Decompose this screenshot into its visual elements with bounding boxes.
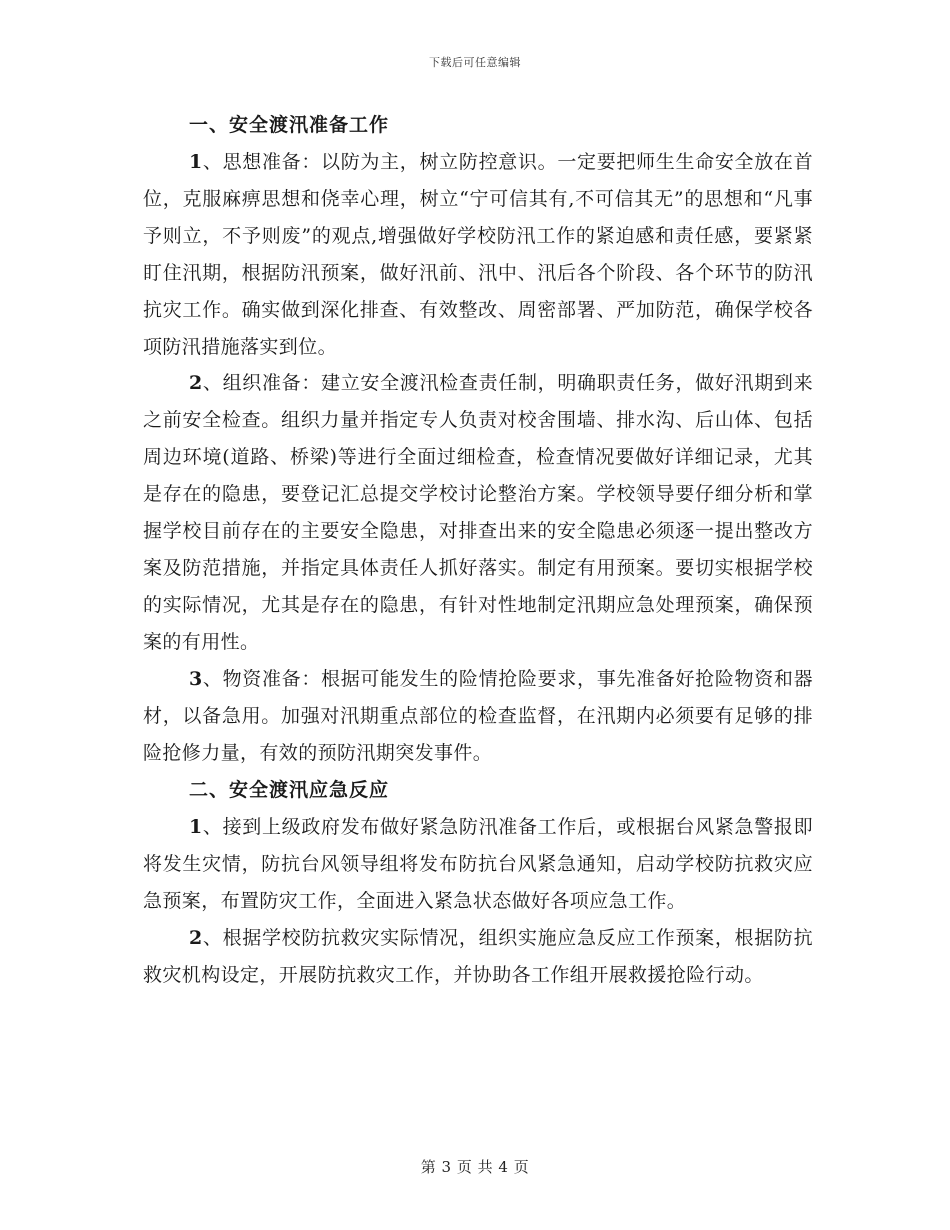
paragraph-2-1 bbox=[143, 809, 813, 920]
paragraph-text: 、根据学校防抗救灾实际情况，组织实施应急反应工作预案，根据防抗救灾机构设定，开展防抗救灾工作，并协助各工作组开展救援抢险行动。 bbox=[143, 927, 813, 987]
paragraph-text: 、组织准备：建立安全渡汛检查责任制，明确职责任务，做好汛期到来之前安全检查。组织力量并指定专人负责对校舍围墙、排水沟、后山体、包括周边环境(道路、桥梁)等进行全面过细检查，检查情况要做好详细记录，尤其是存在的隐患，要登记汇总提交学校讨论整治方案。学校领导要仔细分析和掌握学校目前存在的主要安全隐患，对排查出来的安全隐患必须逐一提出整改方案及防范措施，并指定具体责任人抓好落实。制定有用预案。要切实根据学校的实际情况，尤其是存在的隐患，有针对性地制定汛期应急处理预案，确保预案的有用性。 bbox=[143, 372, 813, 653]
paragraph-number: 3 bbox=[189, 667, 203, 690]
paragraph-number: 1 bbox=[189, 151, 203, 173]
paragraph-text: 、思想准备：以防为主，树立防控意识。一定要把师生生命安全放在首位，克服麻痹思想和侥幸心理，树立“宁可信其有,不可信其无”的思想和“凡事予则立，不予则废”的观点,增强做好学校防汛工作的紧迫感和责任感，要紧紧盯住汛期，根据防汛预案，做好汛前、汛中、汛后各个阶段、各个环节的防汛抗灾工作。确实做到深化排查、有效整改、周密部署、严加防范，确保学校各项防汛措施落实到位。 bbox=[143, 151, 813, 358]
paragraph-text: 、接到上级政府发布做好紧急防汛准备工作后，或根据台风紧急警报即将发生灾情，防抗台风领导组将发布防抗台风紧急通知，启动学校防抗救灾应急预案，布置防灾工作，全面进入紧急状态做好各项应急工作。 bbox=[143, 816, 813, 913]
paragraph-number: 1 bbox=[189, 816, 203, 839]
paragraph-text: 、物资准备：根据可能发生的险情抢险要求，事先准备好抢险物资和器材，以备急用。加强对汛期重点部位的检查监督，在汛期内必须要有足够的排险抢修力量，有效的预防汛期突发事件。 bbox=[143, 667, 813, 764]
paragraph-number: 2 bbox=[189, 927, 203, 950]
document-body bbox=[143, 106, 813, 994]
paragraph-2-2 bbox=[143, 920, 813, 994]
paragraph-number: 2 bbox=[189, 372, 203, 395]
section-heading-2: 二、安全渡汛应急反应 bbox=[189, 779, 390, 802]
section-heading-1: 一、安全渡汛准备工作 bbox=[189, 114, 390, 136]
header-note: 下载后可任意编辑 bbox=[429, 56, 521, 69]
paragraph-1-3 bbox=[143, 661, 813, 772]
paragraph-1-2 bbox=[143, 365, 813, 660]
paragraph-1-1 bbox=[143, 144, 813, 365]
page-number: 第 3 页 共 4 页 bbox=[420, 1158, 530, 1176]
